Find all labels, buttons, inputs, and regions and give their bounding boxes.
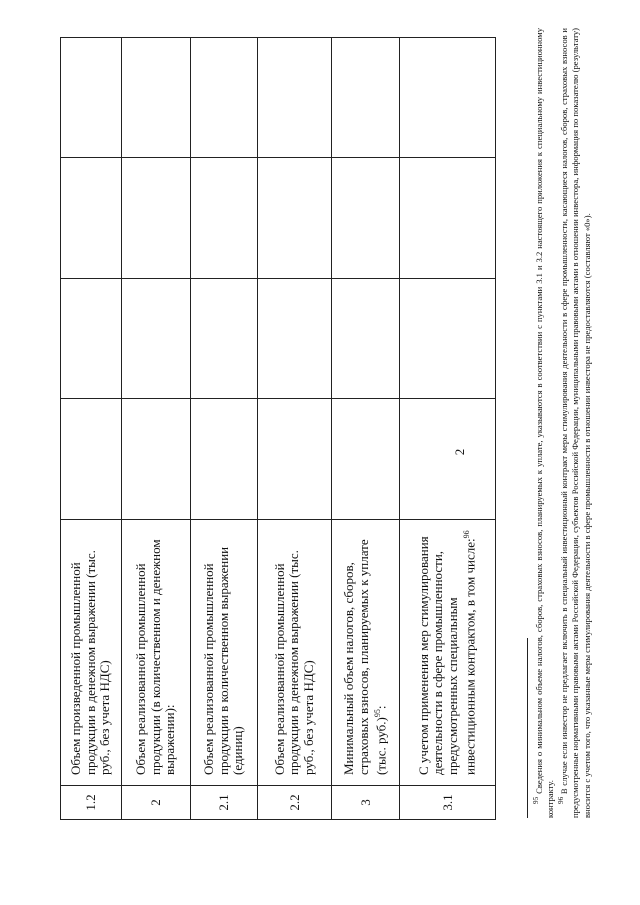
table-row (122, 38, 191, 820)
indicators-table (60, 37, 496, 820)
value-cell (61, 279, 122, 400)
value-cell (61, 158, 122, 279)
value-cell (61, 399, 122, 520)
value-cell (122, 399, 191, 520)
value-cell (258, 38, 332, 159)
table-row (191, 38, 258, 820)
value-cell (122, 38, 191, 159)
row-number: 2.2 (258, 786, 332, 820)
footnote-divider (527, 638, 528, 818)
row-number: 3.1 (400, 786, 496, 820)
value-cell (61, 38, 122, 159)
row-number: 2 (122, 786, 191, 820)
row-label: С учетом применения мер стимулирования деятельности в сфере промышленности, предусмотренных специальным инвестиционным контрактом, в том числе:$^{96}$ (400, 520, 496, 786)
value-cell (258, 158, 332, 279)
value-cell (332, 279, 400, 400)
value-cell (191, 279, 258, 400)
row-number: 3 (332, 786, 400, 820)
value-cell (332, 158, 400, 279)
footnote-text: В случае если инвестор не предлагает включить в специальный инвестиционный контракт меры стимулирования деятельности в сфере промышленности, касающиеся налогов, сборов, страховых взносов и предусмотренные нормативными правовыми актами Российской Федерации, субъектов Российской Федерации, муниципальными правовыми актами в отношении инвестора, информация по показателю (результату) вносится с учетом того, что указанные меры стимулирования деятельности в сфере промышленности в отношении инвестора не предоставляются (составляют «0»). (559, 28, 592, 818)
row-label: Объем реализованной промышленной продукции в денежном выражении (тыс. руб., без учета НДС) (258, 520, 332, 786)
value-cell (400, 399, 496, 520)
table-row (332, 38, 400, 820)
value-cell (191, 158, 258, 279)
value-cell (122, 158, 191, 279)
value-cell (258, 399, 332, 520)
value-cell (400, 158, 496, 279)
row-label: Объем реализованной промышленной продукции (в количественном и денежном выражении): (122, 520, 191, 786)
row-number: 1.2 (61, 786, 122, 820)
value-cell (400, 279, 496, 400)
footnotes-section (527, 28, 593, 818)
table-row (400, 38, 496, 820)
footnote (556, 28, 592, 818)
row-number: 2.1 (191, 786, 258, 820)
value-cell (122, 279, 191, 400)
value-cell (191, 38, 258, 159)
footnote-mark: 96 (557, 796, 566, 804)
footnote-mark: 95 (532, 796, 540, 804)
value-cell (332, 399, 400, 520)
footnote-text: Сведения о минимальном объеме налогов, сборов, страховых взносов, планируемых к уплате, указываются в соответствии с пунктами 3.1 и 3.2 настоящего приложения к специальному инвестиционному контракту. (533, 27, 556, 818)
row-label: Объем реализованной промышленной продукции в количественном выражении (единиц) (191, 520, 258, 786)
footnote-ref: 96 (462, 530, 472, 539)
value-cell (332, 38, 400, 159)
table-row (258, 38, 332, 820)
value-cell (258, 279, 332, 400)
footnote (531, 28, 556, 818)
row-label: Объем произведенной промышленной продукции в денежном выражении (тыс. руб., без учета НДС) (61, 520, 122, 786)
value-cell (400, 38, 496, 159)
row-label: Минимальный объем налогов, сборов, страховых взносов, планируемых к уплате (тыс. руб.)$^{95}$: (332, 520, 400, 786)
table-row (61, 38, 122, 820)
value-cell (191, 399, 258, 520)
footnote-ref: 95 (373, 709, 383, 718)
page-number: 2 (452, 448, 467, 456)
